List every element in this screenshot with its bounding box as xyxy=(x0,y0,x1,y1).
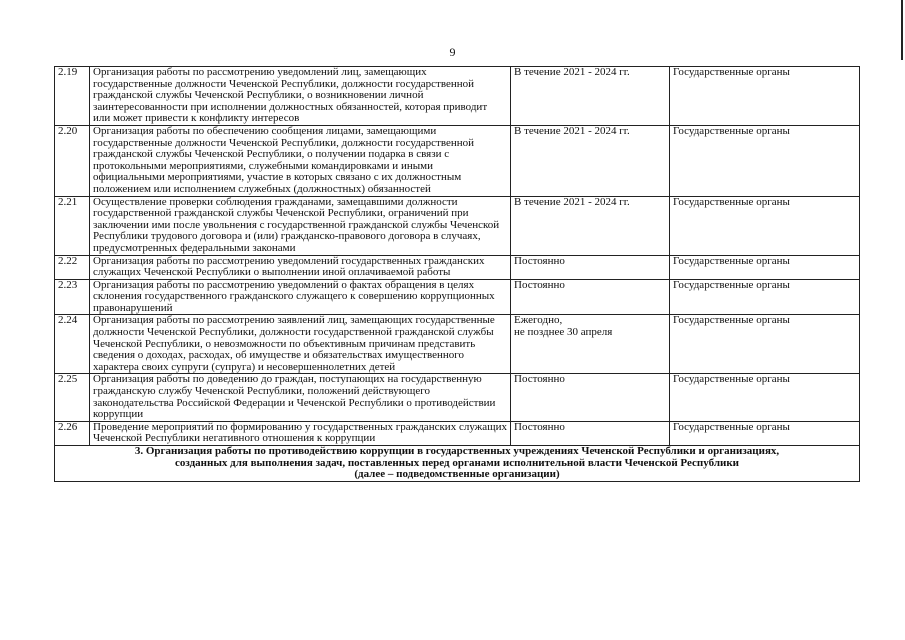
table-row xyxy=(55,421,860,445)
section-heading-line: созданных для выполнения задач, поставленных перед органами исполнительной власти Чеченской Республики xyxy=(174,456,740,469)
table-row xyxy=(55,196,860,255)
row-number: 2.20 xyxy=(55,125,90,196)
page-number: 9 xyxy=(449,45,456,59)
row-number: 2.22 xyxy=(55,255,90,279)
section-heading-line: (далее – подведомственные организации) xyxy=(354,468,560,481)
section-heading-line: 3. Организация работы по противодействию коррупции в государственных учреждениях Чеченской Республики и организациях, xyxy=(134,445,780,457)
table-row xyxy=(55,279,860,315)
row-number: 2.23 xyxy=(55,279,90,315)
section-heading xyxy=(55,446,860,482)
measure-term: В течение 2021 - 2024 гг. xyxy=(511,67,670,126)
measure-text: Осуществление проверки соблюдения гражданами, замещавшими должности государственной гражданской службы Чеченской Республики, ограничений при заключении ими после увольнения с государственной гражданской службы Чеченской Республики трудового договора и (или) гражданско-правового договора в случаях, предусмотренных федеральными законами xyxy=(90,196,511,255)
row-number: 2.19 xyxy=(55,67,90,126)
table-row xyxy=(55,255,860,279)
section-heading-row xyxy=(55,446,860,482)
measure-term: Ежегодно, не позднее 30 апреля xyxy=(511,315,670,374)
measure-term: Постоянно xyxy=(511,421,670,445)
measure-executor: Государственные органы xyxy=(670,67,860,126)
measure-executor: Государственные органы xyxy=(670,196,860,255)
table-row xyxy=(55,67,860,126)
measure-executor: Государственные органы xyxy=(670,279,860,315)
row-number: 2.25 xyxy=(55,374,90,421)
measure-text: Организация работы по рассмотрению заявлений лиц, замещающих государственные должности Чеченской Республики, должности государственной гражданской службы Чеченской Республики, о невозможности по объективным причинам представить сведения о доходах, расходах, об имуществе и обязательствах имущественного характера своих супруги (супруга) и несовершеннолетних детей xyxy=(90,315,511,374)
row-number: 2.21 xyxy=(55,196,90,255)
measure-executor: Государственные органы xyxy=(670,255,860,279)
measure-text: Организация работы по рассмотрению уведомлений государственных гражданских служащих Чеченской Республики о выполнении иной оплачиваемой работы xyxy=(90,255,511,279)
measure-text: Организация работы по рассмотрению уведомлений о фактах обращения в целях склонения государственного гражданского служащего к совершению коррупционных правонарушений xyxy=(90,279,511,315)
measure-executor: Государственные органы xyxy=(670,374,860,421)
measure-term: Постоянно xyxy=(511,374,670,421)
table-row xyxy=(55,315,860,374)
row-number: 2.26 xyxy=(55,421,90,445)
measure-executor: Государственные органы xyxy=(670,421,860,445)
measures-table xyxy=(54,66,860,482)
measure-term: В течение 2021 - 2024 гг. xyxy=(511,196,670,255)
row-number: 2.24 xyxy=(55,315,90,374)
measure-text: Проведение мероприятий по формированию у государственных гражданских служащих Чеченской Республики негативного отношения к коррупции xyxy=(90,421,511,445)
measure-term: Постоянно xyxy=(511,279,670,315)
measure-executor: Государственные органы xyxy=(670,125,860,196)
table-row xyxy=(55,125,860,196)
measure-term: Постоянно xyxy=(511,255,670,279)
measure-executor: Государственные органы xyxy=(670,315,860,374)
page-edge-line xyxy=(901,0,903,60)
measure-term: В течение 2021 - 2024 гг. xyxy=(511,125,670,196)
measure-text: Организация работы по обеспечению сообщения лицами, замещающими государственные должности Чеченской Республики, должности государственной гражданской службы Чеченской Республики, о получении подарка в связи с протокольными мероприятиями, служебными командировками и иными официальными мероприятиями, участие в которых связано с их должностным положением или исполнением служебных (должностных) обязанностей xyxy=(90,125,511,196)
measure-text: Организация работы по рассмотрению уведомлений лиц, замещающих государственные должности Чеченской Республики, должности государственной гражданской службы Чеченской Республики, о возникновении личной заинтересованности при исполнении должностных обязанностей, которая приводит или может привести к конфликту интересов xyxy=(90,67,511,126)
table-row xyxy=(55,374,860,421)
measure-text: Организация работы по доведению до граждан, поступающих на государственную гражданскую службу Чеченской Республики, положений действующего законодательства Российской Федерации и Чеченской Республики о противодействии коррупции xyxy=(90,374,511,421)
